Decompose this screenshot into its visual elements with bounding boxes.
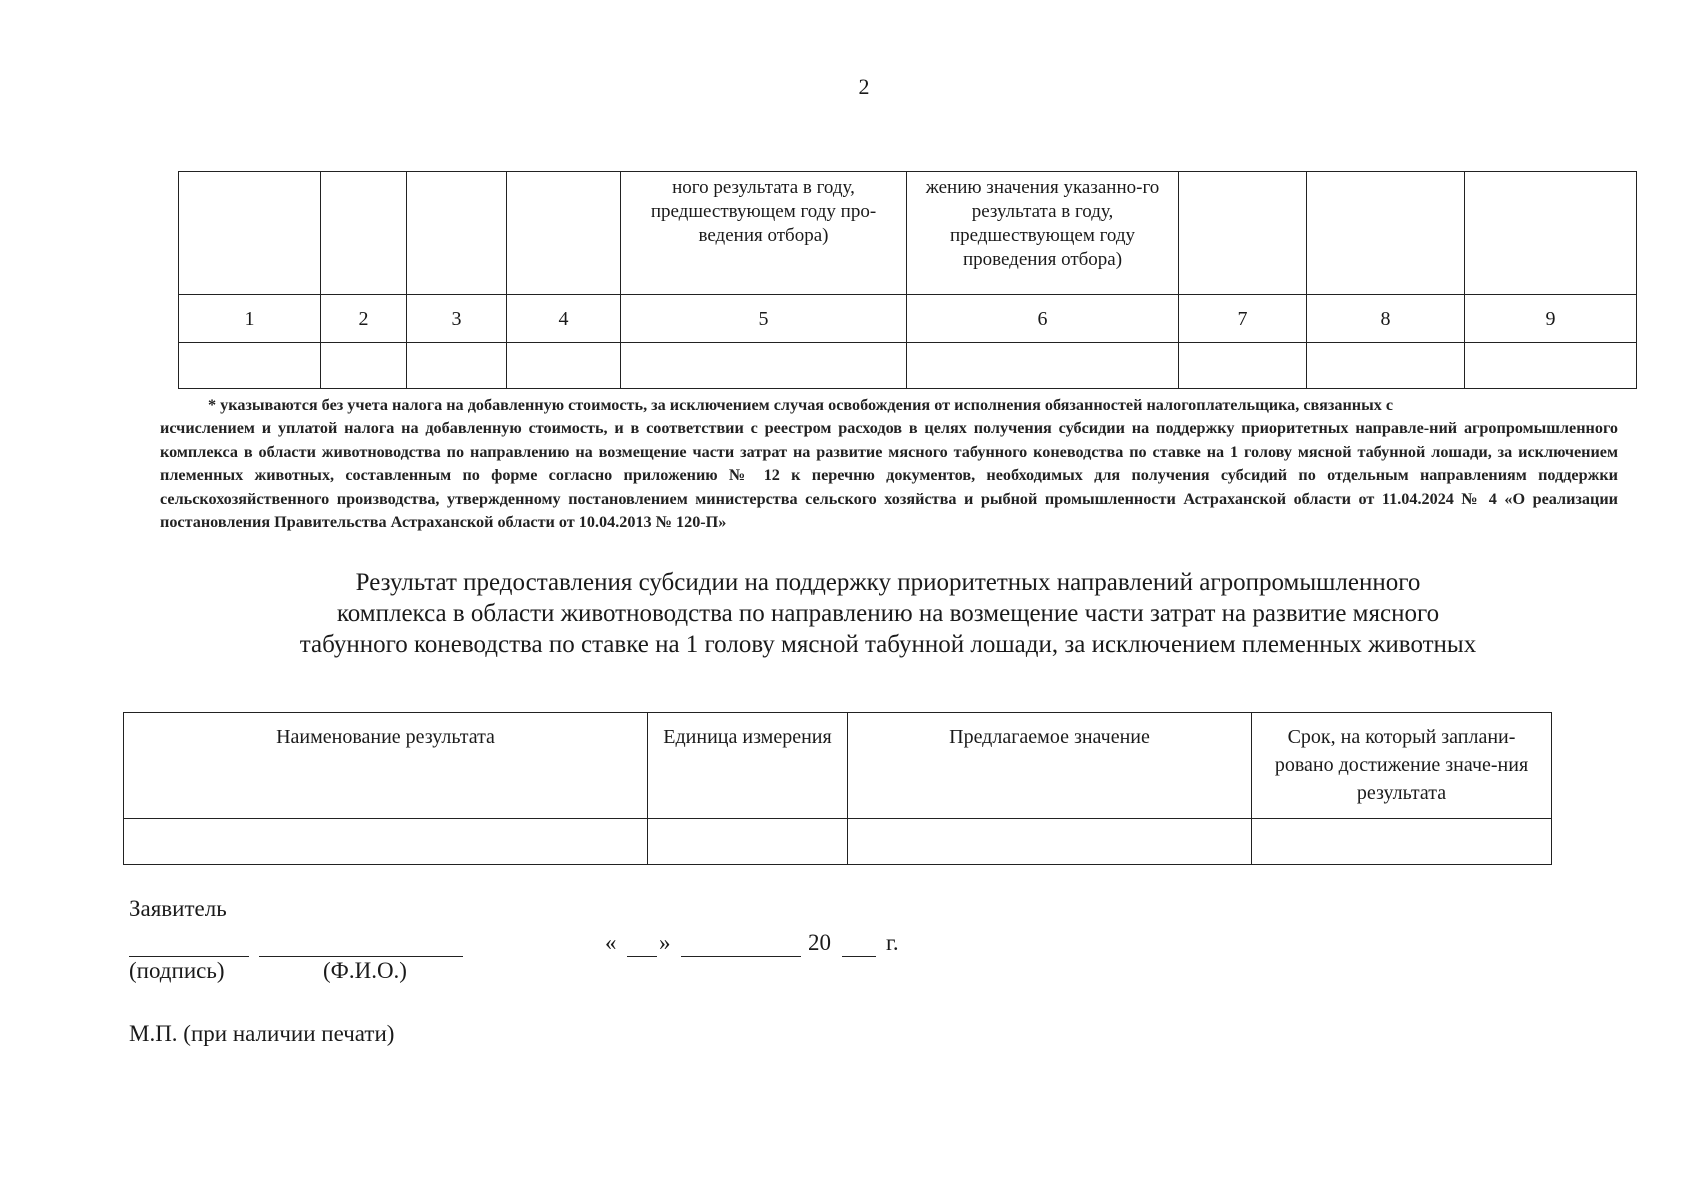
top-table-header-row bbox=[179, 172, 1637, 295]
empty-cell bbox=[1465, 343, 1637, 389]
column-number: 9 bbox=[1465, 295, 1637, 343]
top-header-cell-7 bbox=[1179, 172, 1307, 295]
top-header-cell-6: жению значения указанно-го результата в году, предшествующем году проведения отбора) bbox=[907, 172, 1179, 295]
column-number: 1 bbox=[179, 295, 321, 343]
signature-line bbox=[129, 956, 249, 957]
column-number: 4 bbox=[507, 295, 621, 343]
year-prefix: 20 bbox=[808, 930, 831, 955]
day-line bbox=[627, 956, 657, 957]
fio-caption: (Ф.И.О.) bbox=[323, 958, 407, 983]
empty-cell bbox=[1307, 343, 1465, 389]
top-header-cell-4 bbox=[507, 172, 621, 295]
empty-cell bbox=[907, 343, 1179, 389]
top-header-cell-5: ного результата в году, предшествующем году про-ведения отбора) bbox=[621, 172, 907, 295]
result-title-line: комплекса в области животноводства по направлению на возмещение части затрат на развитие мясного bbox=[336, 600, 1440, 627]
column-number: 2 bbox=[321, 295, 407, 343]
top-table-empty-row bbox=[179, 343, 1637, 389]
column-number: 6 bbox=[907, 295, 1179, 343]
footnote-body: исчислением и уплатой налога на добавленную стоимость, и в соответствии с реестром расходов в целях получения субсидии на поддержку приоритетных направле-ний агропромышленного комплекса в области животноводства по направлению на возмещение части затрат на развитие мясного табунного коневодства по ставке на 1 голову мясной табунной лошади, за исключением племенных животных, составленным по форме согласно приложению № 12 к перечню документов, необходимых для получения субсидий по отдельным направлениям поддержки сельскохозяйственного производства, утвержденному постановлением министерства сельского хозяйства и рыбной промышленности Астраханской области от 11.04.2024 № 4 «О реализации постановления Правительства Астраханской области от 10.04.2013 № 120-П» bbox=[160, 419, 1618, 532]
top-header-cell-2 bbox=[321, 172, 407, 295]
empty-cell bbox=[321, 343, 407, 389]
empty-cell bbox=[1252, 819, 1552, 865]
proposed-value-header: Предлагаемое значение bbox=[848, 713, 1252, 819]
column-number: 3 bbox=[407, 295, 507, 343]
empty-cell bbox=[124, 819, 648, 865]
date-open-quote: « bbox=[605, 930, 617, 955]
top-header-cell-1 bbox=[179, 172, 321, 295]
result-title bbox=[178, 567, 1598, 660]
top-header-cell-9 bbox=[1465, 172, 1637, 295]
top-header-cell-8 bbox=[1307, 172, 1465, 295]
signature-caption: (подпись) bbox=[129, 958, 225, 983]
footnote bbox=[160, 394, 1618, 534]
empty-cell bbox=[1179, 343, 1307, 389]
fio-line bbox=[259, 956, 463, 957]
year-line bbox=[842, 956, 876, 957]
year-suffix: г. bbox=[886, 930, 899, 955]
result-table-header-row bbox=[124, 713, 1552, 819]
column-number: 8 bbox=[1307, 295, 1465, 343]
column-number: 7 bbox=[1179, 295, 1307, 343]
empty-cell bbox=[648, 819, 848, 865]
column-number: 5 bbox=[621, 295, 907, 343]
applicant-label: Заявитель bbox=[129, 896, 227, 921]
deadline-header: Срок, на который заплани-ровано достижение значе-ния результата bbox=[1252, 713, 1552, 819]
top-table bbox=[178, 171, 1637, 389]
top-table-number-row bbox=[179, 295, 1637, 343]
result-title-line: табунного коневодства по ставке на 1 голову мясной табунной лошади, за исключением племенных животных bbox=[299, 631, 1477, 658]
empty-cell bbox=[407, 343, 507, 389]
empty-cell bbox=[848, 819, 1252, 865]
result-title-line: Результат предоставления субсидии на поддержку приоритетных направлений агропромышленного bbox=[355, 569, 1421, 596]
result-name-header: Наименование результата bbox=[124, 713, 648, 819]
top-header-cell-3 bbox=[407, 172, 507, 295]
page-number: 2 bbox=[858, 74, 870, 99]
result-table bbox=[123, 712, 1552, 865]
month-line bbox=[681, 956, 801, 957]
empty-cell bbox=[507, 343, 621, 389]
date-close-quote: » bbox=[659, 930, 671, 955]
stamp-label: М.П. (при наличии печати) bbox=[129, 1021, 395, 1046]
unit-header: Единица измерения bbox=[648, 713, 848, 819]
empty-cell bbox=[621, 343, 907, 389]
result-table-empty-row bbox=[124, 819, 1552, 865]
footnote-first-line: * указываются без учета налога на добавленную стоимость, за исключением случая освобождения от исполнения обязанностей налогоплательщика, связанных с bbox=[208, 396, 1394, 414]
empty-cell bbox=[179, 343, 321, 389]
